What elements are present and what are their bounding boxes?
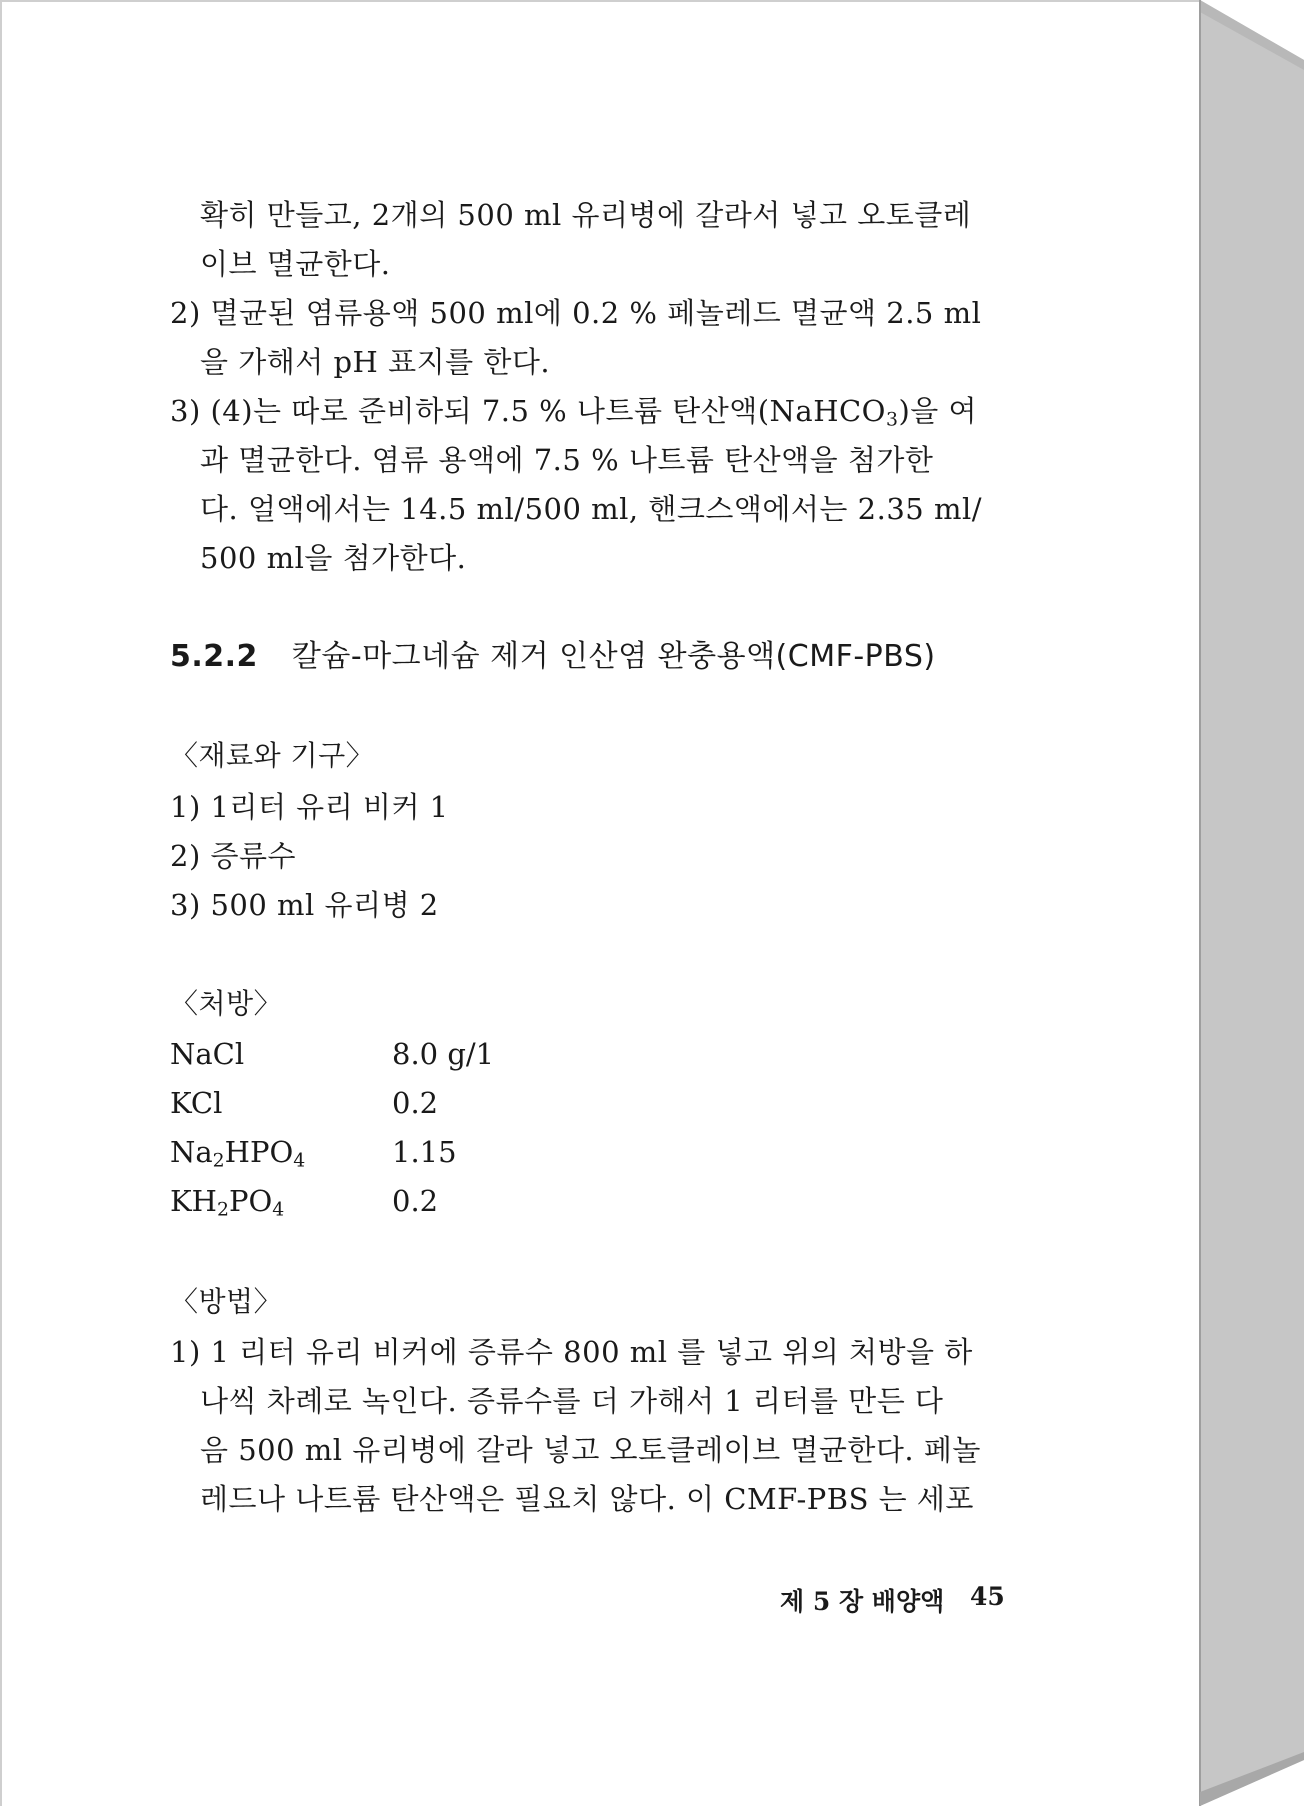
prescription-value-nacl: 8.0 g/1	[392, 1037, 495, 1071]
formula-part: Na	[170, 1135, 213, 1169]
prescription-value-na2hpo4: 1.15	[392, 1135, 457, 1169]
method-line-1: 1) 1 리터 유리 비커에 증류수 800 ml 를 넣고 위의 처방을 하	[170, 1335, 973, 1369]
materials-label: 〈재료와 기구〉	[170, 739, 375, 772]
section-title: 칼슘-마그네슘 제거 인산염 완충용액(CMF-PBS)	[291, 639, 936, 674]
intro-line-6: 과 멸균한다. 염류 용액에 7.5 % 나트륨 탄산액을 첨가한	[200, 443, 934, 477]
method-label: 〈방법〉	[170, 1285, 283, 1318]
formula-part: HPO	[224, 1135, 294, 1169]
footer-page-number: 45	[970, 1582, 1005, 1611]
intro-line-5	[170, 392, 977, 430]
method-line-3: 음 500 ml 유리병에 갈라 넣고 오토클레이브 멸균한다. 페놀	[200, 1433, 981, 1467]
section-heading	[170, 638, 936, 676]
formula-sub: 4	[293, 1150, 306, 1172]
method-line-2: 나씩 차례로 녹인다. 증류수를 더 가해서 1 리터를 만든 다	[200, 1384, 944, 1418]
intro-line-4: 을 가해서 pH 표지를 한다.	[200, 345, 551, 379]
intro-line-3: 2) 멸균된 염류용액 500 ml에 0.2 % 페놀레드 멸균액 2.5 ml	[170, 296, 982, 330]
intro-line-7: 다. 얼액에서는 14.5 ml/500 ml, 핸크스액에서는 2.35 ml/	[200, 492, 983, 526]
formula-sub: 4	[272, 1199, 285, 1221]
prescription-name-na2hpo4	[170, 1133, 305, 1171]
prescription-name-nacl: NaCl	[170, 1037, 245, 1071]
prescription-value-kh2po4: 0.2	[392, 1184, 439, 1218]
intro-line-5-text: 3) (4)는 따로 준비하되 7.5 % 나트륨 탄산액(NaHCO	[170, 394, 886, 428]
footer-chapter: 제 5 장 배양액	[780, 1587, 945, 1616]
method-line-4: 레드나 나트륨 탄산액은 필요치 않다. 이 CMF-PBS 는 세포	[200, 1482, 974, 1516]
formula-sub: 2	[212, 1150, 225, 1172]
intro-line-5-sub: 3	[885, 409, 899, 431]
prescription-name-kcl: KCl	[170, 1086, 223, 1120]
formula-sub: 2	[216, 1199, 229, 1221]
prescription-name-kh2po4	[170, 1182, 284, 1220]
prescription-label: 〈처방〉	[170, 987, 283, 1020]
materials-item-1: 1) 1리터 유리 비커 1	[170, 790, 449, 824]
formula-part: PO	[228, 1184, 273, 1218]
section-number: 5.2.2	[170, 639, 258, 674]
intro-line-8: 500 ml을 첨가한다.	[200, 541, 467, 575]
materials-item-2: 2) 증류수	[170, 839, 297, 873]
formula-part: KH	[170, 1184, 217, 1218]
intro-line-2: 이브 멸균한다.	[200, 247, 391, 281]
intro-line-1: 확히 만들고, 2개의 500 ml 유리병에 갈라서 넣고 오토클레	[200, 198, 972, 232]
intro-line-5-tail: )을 여	[898, 394, 978, 428]
prescription-value-kcl: 0.2	[392, 1086, 439, 1120]
materials-item-3: 3) 500 ml 유리병 2	[170, 888, 439, 922]
